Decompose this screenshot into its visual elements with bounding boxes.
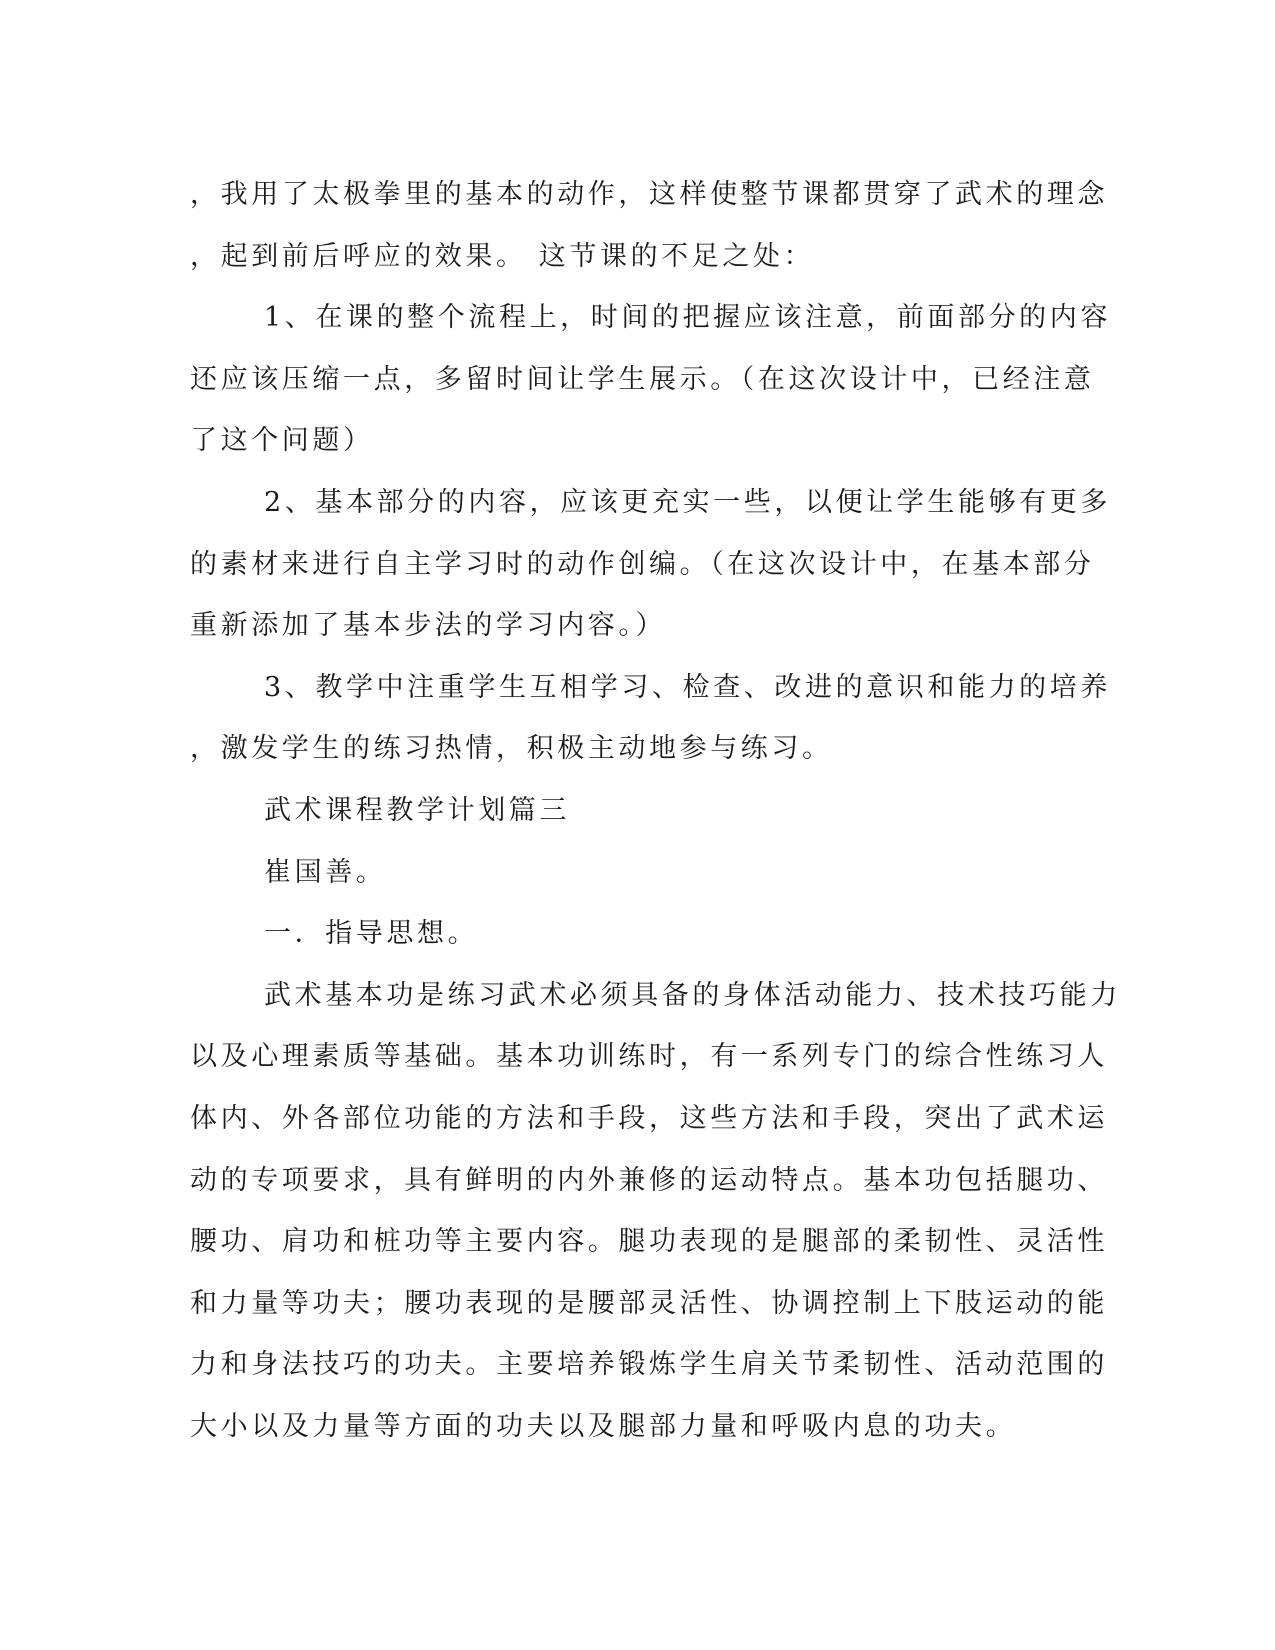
author-name: 崔国善。 [264,856,387,888]
text-line: 武术基本功是练习武术必须具备的身体活动能力、技术技巧能力 [264,979,1121,1011]
text-line: 体内、外各部位功能的方法和手段，这些方法和手段，突出了武术运 [190,1102,1108,1134]
text-line: ，激发学生的练习热情，积极主动地参与练习。 [190,733,833,765]
text-line: 以及心理素质等基础。基本功训练时，有一系列专门的综合性练习人 [190,1041,1108,1073]
document-body [190,164,1121,1457]
text-line: 大小以及力量等方面的功夫以及腿部力量和呼吸内息的功夫。 [190,1410,1017,1442]
text-line: ，我用了太极拳里的基本的动作，这样使整节课都贯穿了武术的理念 [190,179,1108,210]
text-line: 重新添加了基本步法的学习内容。） [190,610,667,642]
text-line: 力和身法技巧的功夫。主要培养锻炼学生肩关节柔韧性、活动范围的 [190,1349,1108,1381]
text-line: 动的专项要求，具有鲜明的内外兼修的运动特点。基本功包括腿功、 [190,1164,1108,1196]
text-line: ，起到前后呼应的效果。 这节课的不足之处： [190,240,815,272]
text-line: 1、在课的整个流程上，时间的把握应该注意，前面部分的内容 [264,302,1111,334]
text-line: 3、教学中注重学生互相学习、检查、改进的意识和能力的培养 [264,671,1111,703]
text-line: 了这个问题） [190,425,374,457]
text-line: 还应该压缩一点，多留时间让学生展示。（在这次设计中，已经注意 [190,363,1095,395]
text-line: 的素材来进行自主学习时的动作创编。（在这次设计中，在基本部分 [190,548,1095,580]
section-heading: 武术课程教学计划篇三 [264,794,570,826]
subsection-heading: 一．指导思想。 [264,918,479,950]
text-line: 和力量等功夫；腰功表现的是腰部灵活性、协调控制上下肢运动的能 [190,1287,1108,1319]
text-line: 腰功、肩功和桩功等主要内容。腿功表现的是腿部的柔韧性、灵活性 [190,1226,1108,1258]
text-line: 2、基本部分的内容，应该更充实一些，以便让学生能够有更多 [264,486,1111,518]
